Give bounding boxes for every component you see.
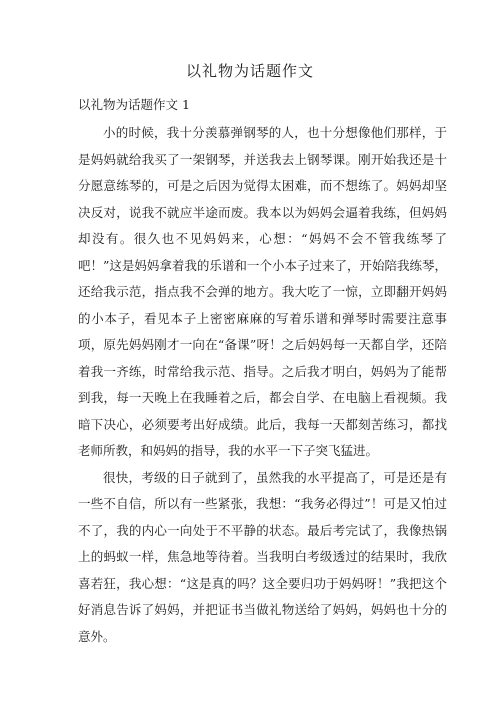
paragraph-1: 小的时候，我十分羡慕弹钢琴的人，也十分想像他们那样，于是妈妈就给我买了一架钢琴，并送我去上钢琴课。刚开始我还是十分愿意练琴的，可是之后因为觉得太困难，而不想练了。妈妈却坚决反对，说我不就应半途而废。我本以为妈妈会逼着我练，但妈妈却没有。很久也不见妈妈来，心想：“妈妈不会不管我练琴了吧！”这是妈妈拿着我的乐谱和一个小本子过来了，开始陪我练琴，还给我示范，指点我不会弹的地方。我大吃了一惊，立即翻开妈妈的小本子，看见本子上密密麻麻的写着乐谱和弹琴时需要注意事项，原先妈妈刚才一向在“备课”呀！之后妈妈每一天都自学，还陪着我一齐练，时常给我示范、指导。之后我才明白，妈妈为了能帮到我，每一天晚上在我睡着之后，都会自学、在电脑上看视频。我暗下决心，必须要考出好成绩。此后，我每一天都刻苦练习，都找老师所教，和妈妈的指导，我的水平一下子突飞猛进。: [78, 125, 447, 458]
page-title: 以礼物为话题作文: [185, 62, 314, 80]
paragraph-2: 很快，考级的日子就到了，虽然我的水平提高了，可是还是有一些不自信，所以有一些紧张，我想：“我务必得过”！可是又怕过不了，我的内心一向处于不平静的状态。最后考完试了，我像热锅上的蚂蚁一样，焦急地等待着。当我明白考级透过的结果时，我欣喜若狂，我心想：“这是真的吗？这全要归功于妈妈呀！”我把这个好消息告诉了妈妈，并把证书当做礼物送给了妈妈，妈妈也十分的意外。: [78, 469, 447, 644]
essay-body: [78, 120, 447, 650]
essay-subtitle: 以礼物为话题作文 1: [78, 97, 190, 112]
